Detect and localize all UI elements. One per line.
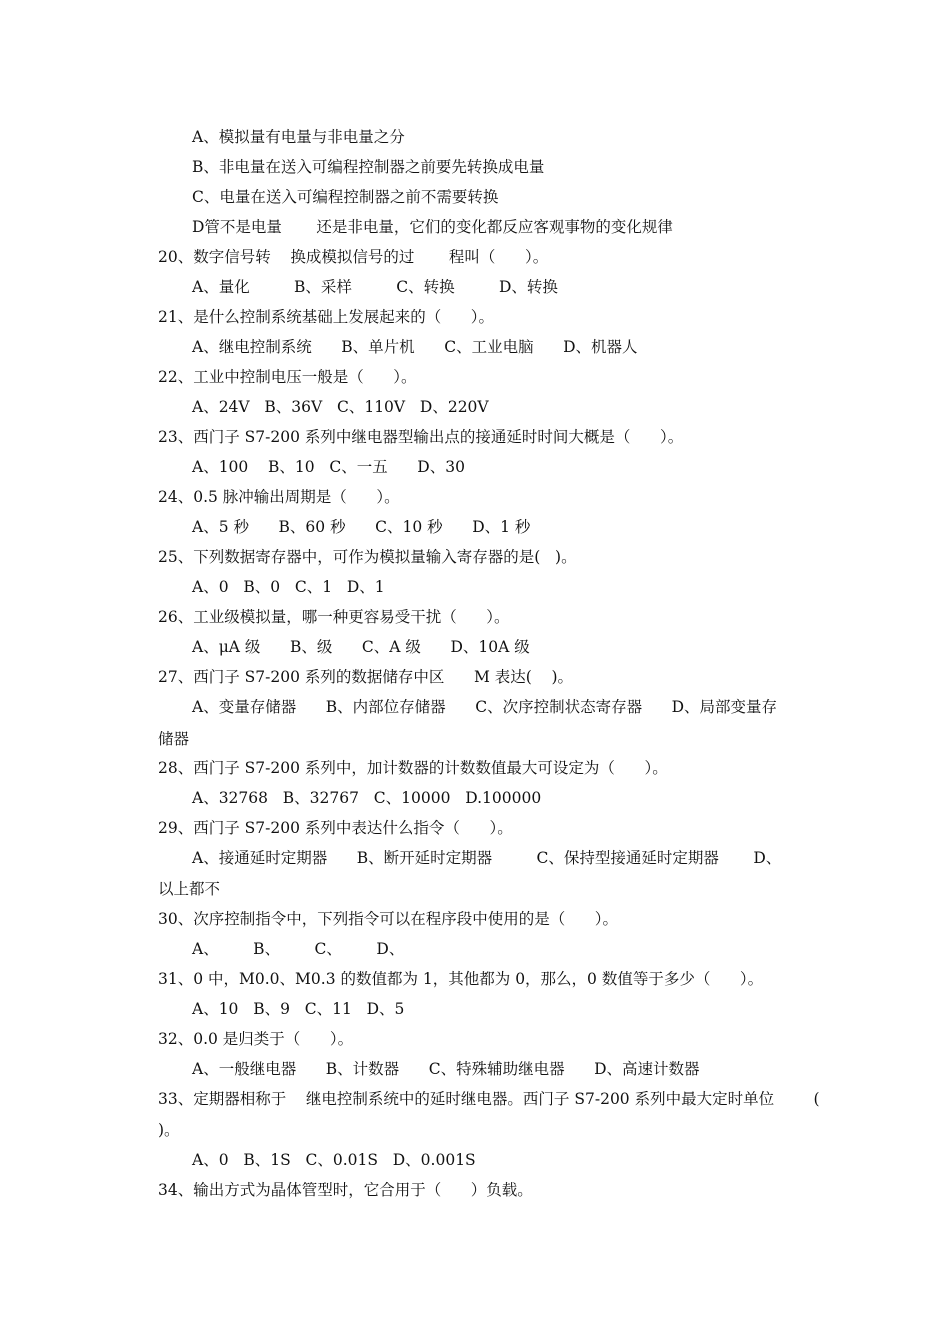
question-22: 22、工业中控制电压一般是（ ）。: [158, 368, 417, 386]
options-20: A、量化 B、采样 C、转换 D、转换: [192, 278, 558, 296]
options-22: A、24V B、36V C、110V D、220V: [192, 398, 489, 416]
options-21: A、继电控制系统 B、单片机 C、工业电脑 D、机器人: [192, 338, 638, 356]
options-24: A、5 秒 B、60 秒 C、10 秒 D、1 秒: [192, 518, 531, 536]
question-33-continued: )。: [158, 1121, 180, 1139]
options-27: A、变量存储器 B、内部位存储器 C、次序控制状态寄存器 D、局部变量存: [192, 698, 778, 716]
question-31: 31、0 中，M0.0、M0.3 的数值都为 1，其他都为 0，那么，0 数值等于多少（ ）。: [158, 970, 764, 988]
question-27: 27、西门子 S7-200 系列的数据储存中区 M 表达( )。: [158, 668, 574, 686]
question-29: 29、西门子 S7-200 系列中表达什么指令（ ）。: [158, 819, 513, 837]
option-line: A、模拟量有电量与非电量之分: [192, 128, 405, 146]
question-21: 21、是什么控制系统基础上发展起来的（ ）。: [158, 308, 495, 326]
options-33: A、0 B、1S C、0.01S D、0.001S: [192, 1151, 476, 1169]
question-24: 24、0.5 脉冲输出周期是（ ）。: [158, 488, 400, 506]
options-27-continued: 储器: [158, 730, 190, 748]
question-28: 28、西门子 S7-200 系列中，加计数器的计数数值最大可设定为（ ）。: [158, 759, 668, 777]
question-25: 25、下列数据寄存器中，可作为模拟量输入寄存器的是( )。: [158, 548, 577, 566]
options-31: A、10 B、9 C、11 D、5: [192, 1000, 405, 1018]
option-line: D管不是电量 还是非电量，它们的变化都反应客观事物的变化规律: [192, 218, 673, 236]
question-33: 33、定期器相称于 继电控制系统中的延时继电器。西门子 S7-200 系列中最大定时单位 (: [158, 1090, 820, 1108]
options-32: A、一般继电器 B、计数器 C、特殊辅助继电器 D、高速计数器: [192, 1060, 700, 1078]
question-26: 26、工业级模拟量，哪一种更容易受干扰（ ）。: [158, 608, 510, 626]
options-29-continued: 以上都不: [158, 880, 221, 898]
options-23: A、100 B、10 C、一五 D、30: [192, 458, 465, 476]
options-29: A、接通延时定期器 B、断开延时定期器 C、保持型接通延时定期器 D、: [192, 849, 782, 867]
question-34: 34、输出方式为晶体管型时，它合用于（ ）负载。: [158, 1181, 533, 1199]
options-30: A、 B、 C、 D、: [192, 940, 405, 958]
question-23: 23、西门子 S7-200 系列中继电器型输出点的接通延时时间大概是（ ）。: [158, 428, 684, 446]
option-line: C、电量在送入可编程控制器之前不需要转换: [192, 188, 499, 206]
options-28: A、32768 B、32767 C、10000 D.100000: [192, 789, 542, 807]
question-20: 20、数字信号转 换成模拟信号的过 程叫（ ）。: [158, 248, 549, 266]
options-26: A、μA 级 B、级 C、A 级 D、10A 级: [192, 638, 530, 656]
question-30: 30、次序控制指令中，下列指令可以在程序段中使用的是（ ）。: [158, 910, 619, 928]
option-line: B、非电量在送入可编程控制器之前要先转换成电量: [192, 158, 545, 176]
question-32: 32、0.0 是归类于（ ）。: [158, 1030, 354, 1048]
options-25: A、0 B、0 C、1 D、1: [192, 578, 385, 596]
